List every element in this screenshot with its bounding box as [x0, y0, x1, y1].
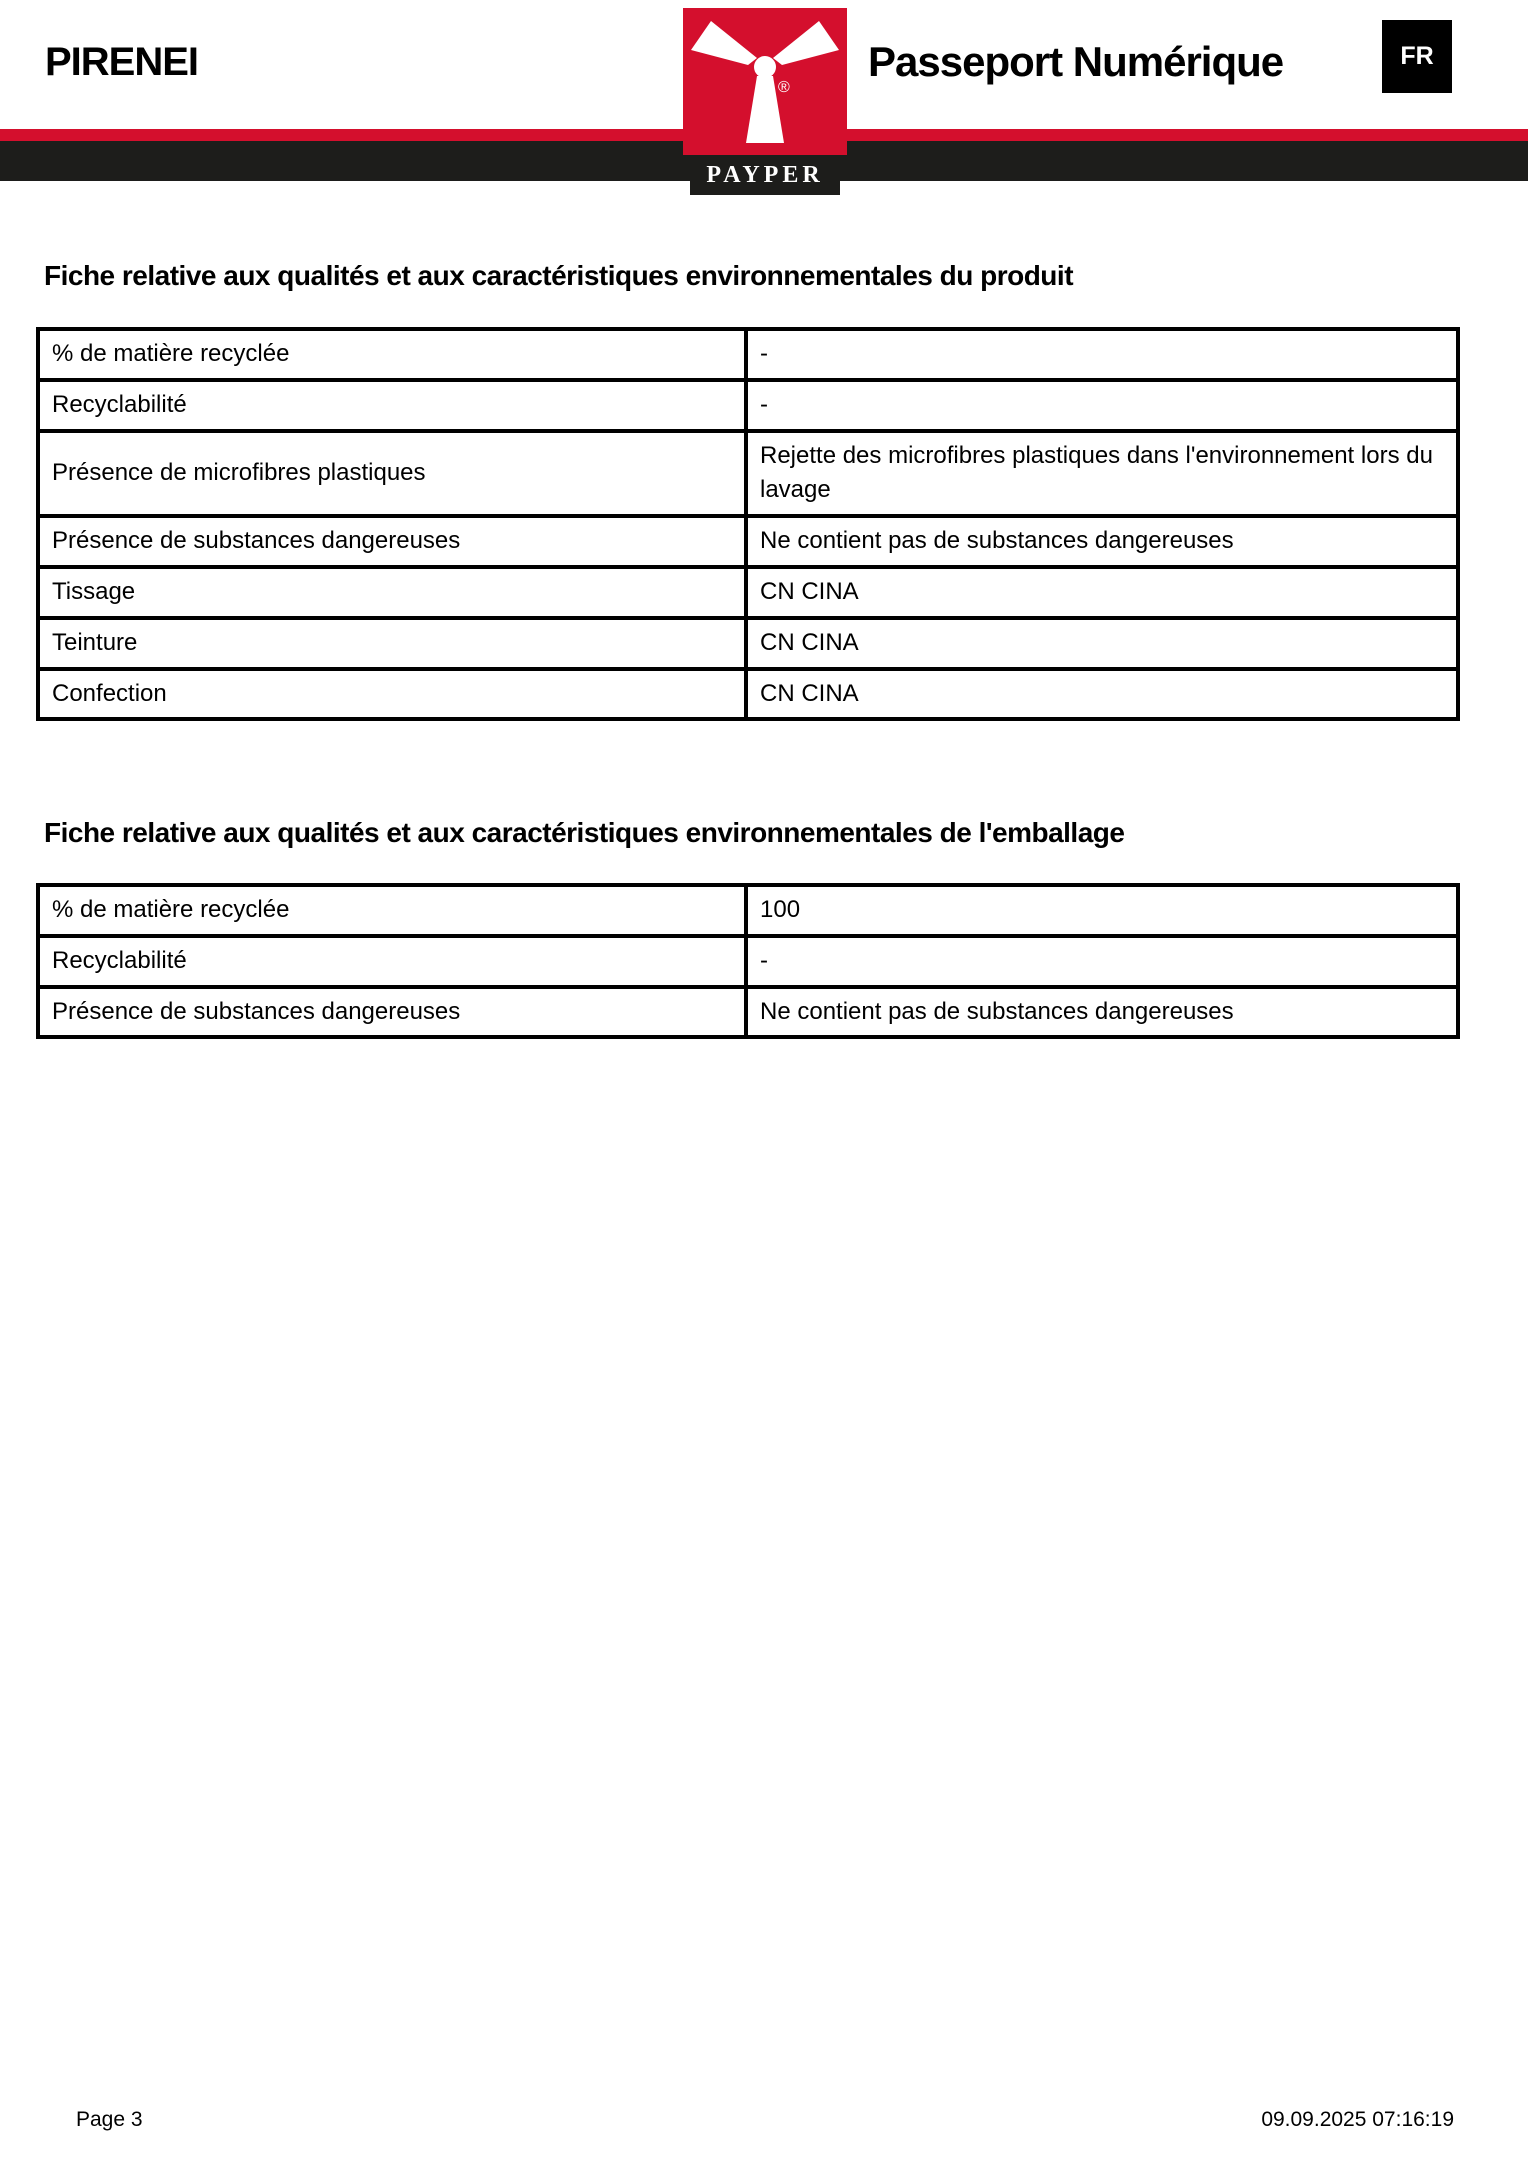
row-value: - — [746, 329, 1458, 380]
row-value: CN CINA — [746, 567, 1458, 618]
page-number: Page 3 — [76, 2108, 143, 2131]
brand-logo — [683, 8, 847, 195]
language-badge — [1382, 20, 1452, 93]
row-label: Recyclabilité — [38, 380, 746, 431]
table-row — [38, 936, 1458, 987]
svg-text:®: ® — [778, 79, 790, 96]
row-value: CN CINA — [746, 618, 1458, 669]
table-row — [38, 618, 1458, 669]
brand-wordmark: PAYPER — [690, 155, 840, 195]
table-row — [38, 987, 1458, 1038]
table-row — [38, 516, 1458, 567]
row-label: Présence de microfibres plastiques — [38, 431, 746, 517]
product-characteristics-table — [36, 327, 1460, 721]
product-name: PIRENEI — [45, 40, 199, 84]
row-value: - — [746, 380, 1458, 431]
packaging-characteristics-table — [36, 883, 1460, 1039]
table-row — [38, 669, 1458, 720]
packaging-section-heading: Fiche relative aux qualités et aux caractéristiques environnementales de l'emballage — [44, 817, 1125, 848]
table-row — [38, 431, 1458, 517]
row-value: Ne contient pas de substances dangereuses — [746, 987, 1458, 1038]
row-label: Confection — [38, 669, 746, 720]
row-label: % de matière recyclée — [38, 329, 746, 380]
product-section-heading: Fiche relative aux qualités et aux caractéristiques environnementales du produit — [44, 260, 1074, 291]
language-badge-label: FR — [1400, 42, 1434, 70]
row-value: 100 — [746, 885, 1458, 936]
row-label: Présence de substances dangereuses — [38, 516, 746, 567]
row-label: Tissage — [38, 567, 746, 618]
row-value: Ne contient pas de substances dangereuses — [746, 516, 1458, 567]
table-row — [38, 885, 1458, 936]
table-row — [38, 380, 1458, 431]
row-label: Recyclabilité — [38, 936, 746, 987]
propeller-icon — [683, 8, 847, 155]
table-row — [38, 567, 1458, 618]
row-value: - — [746, 936, 1458, 987]
timestamp: 09.09.2025 07:16:19 — [1261, 2108, 1454, 2131]
row-label: Présence de substances dangereuses — [38, 987, 746, 1038]
row-label: Teinture — [38, 618, 746, 669]
row-value: Rejette des microfibres plastiques dans l'environnement lors du lavage — [746, 431, 1458, 517]
page-title: Passeport Numérique — [868, 38, 1284, 85]
row-label: % de matière recyclée — [38, 885, 746, 936]
table-row — [38, 329, 1458, 380]
row-value: CN CINA — [746, 669, 1458, 720]
